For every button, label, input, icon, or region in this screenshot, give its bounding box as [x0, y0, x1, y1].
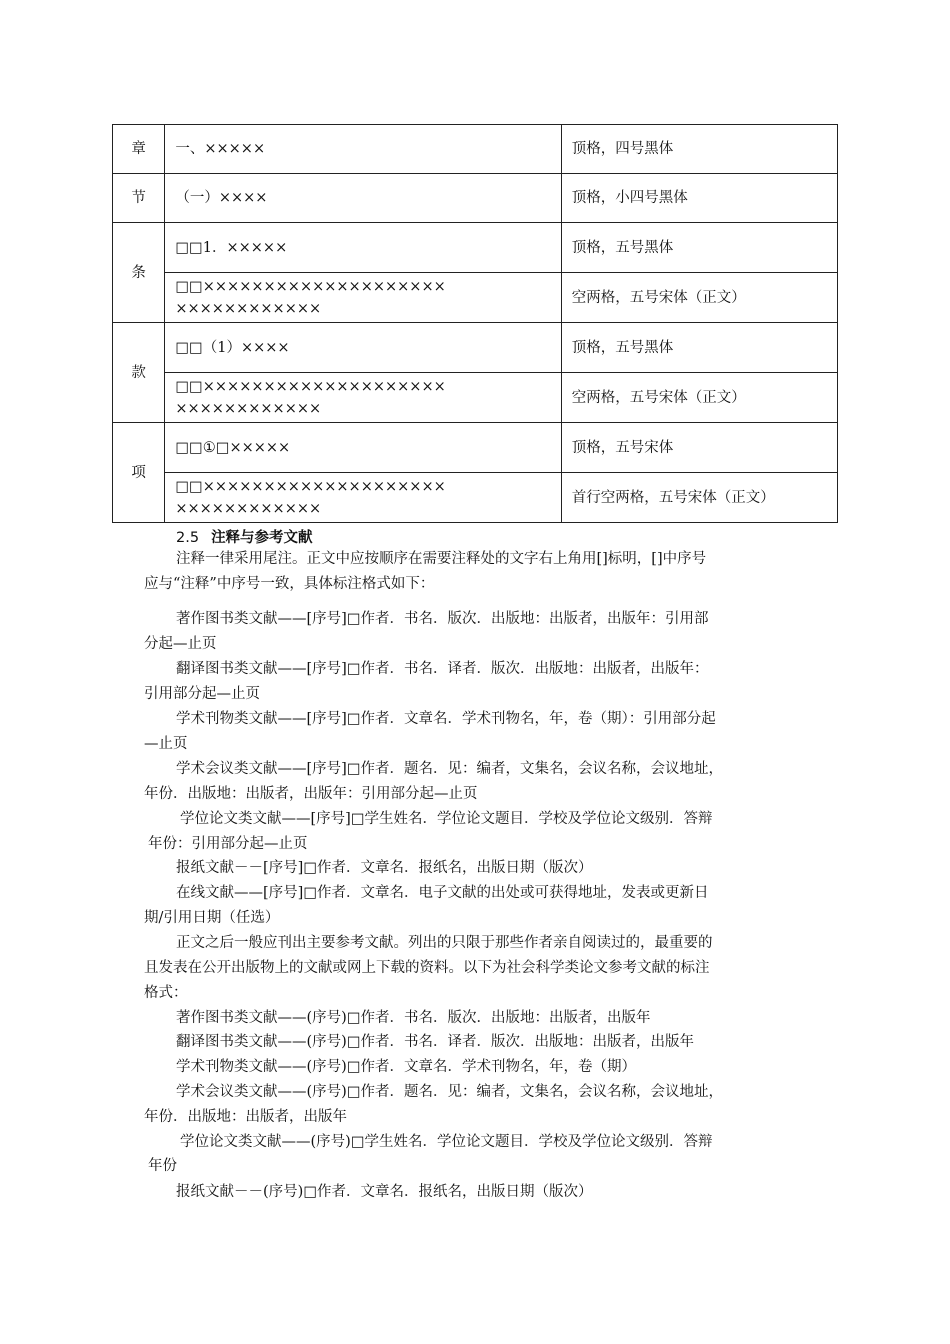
example-line: □□×××××××××××××××××××× — [175, 378, 446, 395]
body-line: 正文之后一般应刊出主要参考文献。列出的只限于那些作者亲自阅读过的，最重要的 — [176, 935, 713, 951]
body-line: 注释一律采用尾注。正文中应按顺序在需要注释处的文字右上角用[]标明，[]中序号 — [176, 551, 707, 567]
body-line: 应与“注释”中序号一致，具体标注格式如下： — [144, 576, 435, 592]
desc-cell: 顶格，五号黑体 — [561, 323, 837, 373]
body-line: 学位论文类文献——[序号]□学生姓名．学位论文题目．学校及学位论文级别．答辩 — [180, 811, 713, 827]
desc-cell: 顶格，四号黑体 — [561, 125, 837, 174]
body-line: 翻译图书类文献——[序号]□作者．书名．译者．版次．出版地：出版者，出版年： — [176, 661, 709, 677]
desc-cell: 空两格，五号宋体（正文） — [561, 273, 837, 323]
example-line: □□×××××××××××××××××××× — [175, 478, 446, 495]
section-title: 注释与参考文献 — [211, 530, 313, 546]
example-line: ×××××××××××× — [175, 400, 322, 417]
desc-cell: 顶格，五号黑体 — [561, 223, 837, 273]
body-line: 且发表在公开出版物上的文献或网上下载的资料。以下为社会科学类论文参考文献的标注 — [144, 960, 710, 976]
body-line: 年份．出版地：出版者，出版年：引用部分起—止页 — [144, 786, 478, 802]
desc-cell: 首行空两格，五号宋体（正文） — [561, 473, 837, 523]
level-cell-clause: 款 — [113, 323, 165, 423]
body-line: 报纸文献－－[序号]□作者．文章名．报纸名，出版日期（版次） — [176, 860, 593, 876]
body-line: —止页 — [144, 736, 188, 752]
example-cell — [165, 473, 561, 523]
body-line: 学术刊物类文献——(序号)□作者．文章名．学术刊物名，年，卷（期） — [176, 1059, 637, 1075]
body-line: 年份．出版地：出版者，出版年 — [144, 1109, 347, 1125]
body-line: 学术会议类文献——[序号]□作者．题名．见：编者，文集名，会议名称，会议地址， — [176, 761, 724, 777]
format-table — [112, 124, 838, 523]
body-line: 学位论文类文献——(序号)□学生姓名．学位论文题目．学校及学位论文级别．答辩 — [180, 1134, 713, 1150]
body-line: 学术刊物类文献——[序号]□作者．文章名．学术刊物名，年，卷（期）：引用部分起 — [176, 711, 716, 727]
example-cell: （一）×××× — [165, 174, 561, 223]
body-line: 引用部分起—止页 — [144, 686, 260, 702]
body-line: 期/引用日期（任选） — [144, 910, 280, 926]
desc-cell: 顶格，小四号黑体 — [561, 174, 837, 223]
level-cell-section: 节 — [113, 174, 165, 223]
body-line: 格式： — [144, 985, 188, 1001]
body-line: 著作图书类文献——(序号)□作者．书名．版次．出版地：出版者，出版年 — [176, 1010, 651, 1026]
section-heading — [176, 526, 313, 547]
desc-cell: 顶格，五号宋体 — [561, 423, 837, 473]
body-line: 学术会议类文献——(序号)□作者．题名．见：编者，文集名，会议名称，会议地址， — [176, 1084, 724, 1100]
example-cell: □□1．××××× — [165, 223, 561, 273]
level-cell-item: 项 — [113, 423, 165, 523]
example-line: ×××××××××××× — [175, 300, 322, 317]
example-cell: 一、××××× — [165, 125, 561, 174]
section-number: 2.5 — [176, 530, 200, 546]
body-line: 在线文献——[序号]□作者．文章名．电子文献的出处或可获得地址，发表或更新日 — [176, 885, 709, 901]
level-cell-chapter: 章 — [113, 125, 165, 174]
example-cell: □□①□××××× — [165, 423, 561, 473]
example-line: ×××××××××××× — [175, 500, 322, 517]
level-cell-article: 条 — [113, 223, 165, 323]
body-line: 分起—止页 — [144, 636, 217, 652]
body-line: 年份：引用部分起—止页 — [148, 836, 308, 852]
example-cell: □□（1）×××× — [165, 323, 561, 373]
example-cell — [165, 373, 561, 423]
body-line: 年份 — [148, 1158, 177, 1174]
body-line: 翻译图书类文献——(序号)□作者．书名．译者．版次．出版地：出版者，出版年 — [176, 1034, 695, 1050]
body-line: 著作图书类文献——[序号]□作者．书名．版次．出版地：出版者，出版年：引用部 — [176, 611, 709, 627]
example-cell — [165, 273, 561, 323]
body-line: 报纸文献－－(序号)□作者．文章名．报纸名，出版日期（版次） — [176, 1184, 593, 1200]
desc-cell: 空两格，五号宋体（正文） — [561, 373, 837, 423]
example-line: □□×××××××××××××××××××× — [175, 278, 446, 295]
